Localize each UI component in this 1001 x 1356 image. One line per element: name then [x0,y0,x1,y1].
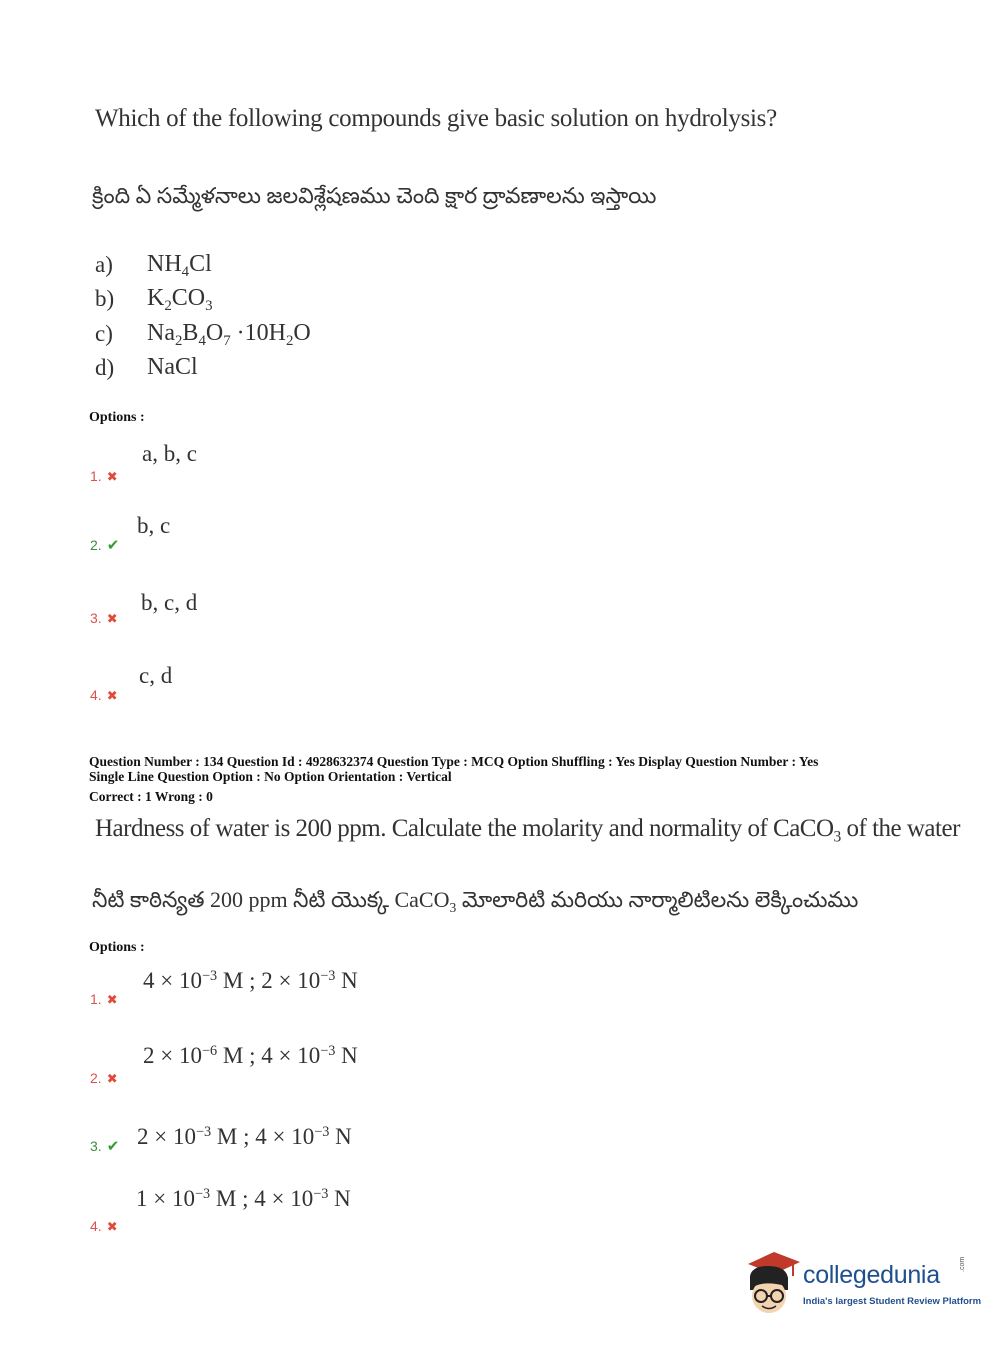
q2-option-3-text: $2 \times 10^{-3}$ M ; $4 \times 10^{-3}$ N [137,1124,352,1149]
option-number: 1. [90,991,102,1007]
option-number: 4. [90,687,102,703]
option-3-text: b, c, d [141,590,198,615]
question-meta-marks: Correct : 1 Wrong : 0 [89,789,213,804]
check-icon: ✔ [106,1137,120,1155]
question-2-telugu-text: నీటి కాఠిన్యత 200 ppm నీటి యొక్క CaCO$_3$ మోలారిటి మరియు నార్మాలిటిలను లెక్కించుము [92,887,859,915]
cross-icon: ✖ [106,1220,118,1235]
option-4-marker [90,687,118,705]
option-4-text: c, d [139,663,173,688]
logo-suffix: .com [959,1256,966,1272]
question-meta-line-1: Question Number : 134 Question Id : 4928632374 Question Type : MCQ Option Shuffling : Yes Display Question Number : Yes [89,754,819,769]
option-number: 2. [90,1070,102,1086]
subitem-letter: a) [95,252,113,277]
option-number: 2. [90,537,102,553]
options-label: Options : [89,940,145,955]
question-1-text: Which of the following compounds give basic solution on hydrolysis? [95,105,777,132]
option-2-marker [90,536,119,555]
subitem-letter: c) [95,321,113,346]
check-icon: ✔ [106,536,120,554]
subitem-c [95,320,311,350]
q2-option-2-marker [90,1070,118,1088]
subitem-formula: $K_2CO_3$ [147,285,213,315]
cross-icon: ✖ [106,1072,118,1087]
option-number: 3. [90,610,102,626]
q2-option-4-text: $1 \times 10^{-3}$ M ; $4 \times 10^{-3}$ N [136,1186,351,1211]
question-2-text: Hardness of water is 200 ppm. Calculate the molarity and normality of CaCO$_3$ of the water [95,815,960,846]
subitem-formula: NaCl [147,354,198,380]
q2-option-3-marker [90,1137,119,1156]
student-mascot-icon [742,1250,802,1318]
option-3-marker [90,610,118,628]
option-number: 1. [90,468,102,484]
subitem-formula: $NH_4Cl$ [147,251,212,281]
q2-option-1-text: $4 \times 10^{-3}$ M ; $2 \times 10^{-3}$ N [143,968,358,993]
subitem-letter: b) [95,286,115,311]
option-1-marker [90,468,118,486]
subitem-d [95,354,198,381]
option-number: 3. [90,1138,102,1154]
subitem-formula: $Na_2B_4O_7 \cdot 10H_2O$ [147,320,311,350]
q2-option-2-text: $2 \times 10^{-6}$ M ; $4 \times 10^{-3}$ N [143,1043,358,1068]
logo-wordmark: collegedunia [803,1261,940,1289]
collegedunia-logo [742,1250,982,1320]
question-meta-line-2: Single Line Question Option : No Option Orientation : Vertical [89,769,452,784]
option-number: 4. [90,1218,102,1234]
option-2-text: b, c [137,513,171,538]
cross-icon: ✖ [106,470,118,485]
q2-option-4-marker [90,1218,118,1236]
subitem-a [95,251,212,281]
question-1-telugu-text: క్రింది ఏ సమ్మేళనాలు జలవిశ్లేషణము చెంది క్షార ద్రావణాలను ఇస్తాయి [92,183,657,208]
subitem-b [95,285,213,315]
cross-icon: ✖ [106,993,118,1008]
cross-icon: ✖ [106,612,118,627]
subitem-letter: d) [95,355,115,380]
options-label: Options : [89,410,145,425]
option-1-text: a, b, c [142,441,197,466]
cross-icon: ✖ [106,689,118,704]
logo-tagline: India's largest Student Review Platform [803,1296,982,1307]
q2-option-1-marker [90,991,118,1009]
